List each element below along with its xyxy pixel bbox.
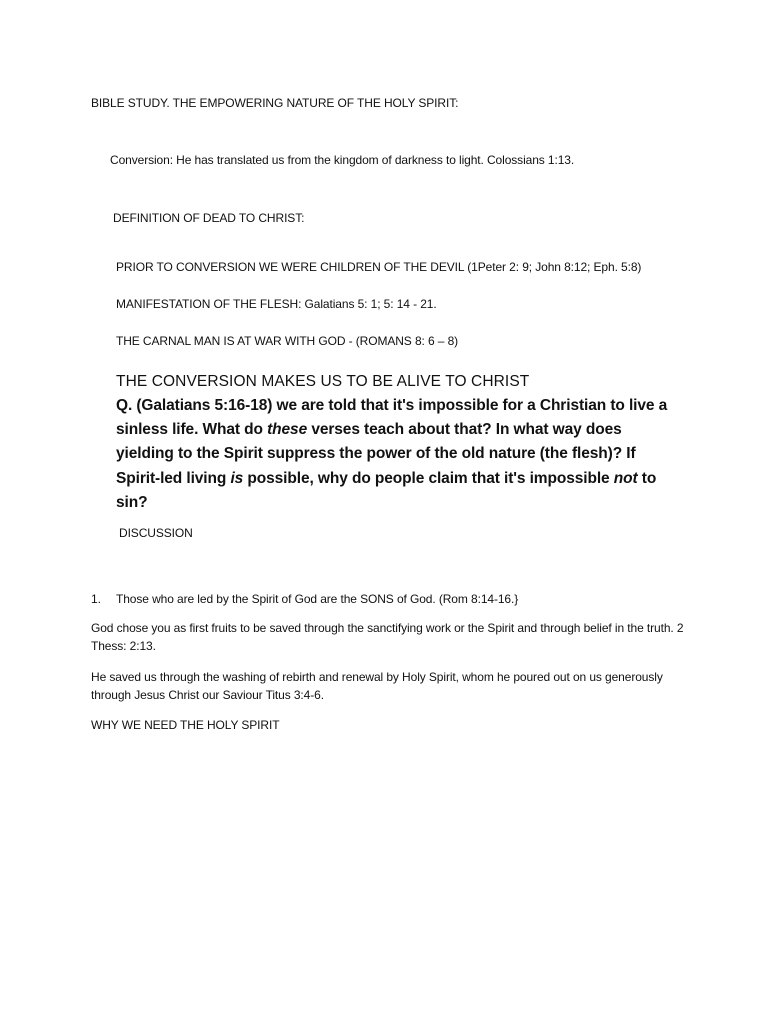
alive-to-christ-heading: THE CONVERSION MAKES US TO BE ALIVE TO CHRIST bbox=[116, 373, 530, 390]
question-emphasis-not: not bbox=[613, 469, 638, 487]
closing-heading: WHY WE NEED THE HOLY SPIRIT bbox=[91, 718, 280, 732]
conversion-line: Conversion: He has translated us from the kingdom of darkness to light. Colossians 1:13. bbox=[110, 153, 575, 167]
question-text-4: to sin? bbox=[116, 469, 657, 511]
point-manifestation-of-flesh: MANIFESTATION OF THE FLESH: Galatians 5: 1; 5: 14 - 21. bbox=[116, 297, 437, 311]
paragraph-washing-of-rebirth: He saved us through the washing of rebirth and renewal by Holy Spirit, whom he poured out on us generously through Jesus Christ our Saviour Titus 3:4-6. bbox=[91, 670, 663, 702]
document-title: BIBLE STUDY. THE EMPOWERING NATURE OF THE HOLY SPIRIT: bbox=[91, 96, 459, 110]
paragraph-first-fruits: God chose you as first fruits to be saved through the sanctifying work or the Spirit and through belief in the truth. 2 Thess: 2:13. bbox=[91, 621, 684, 653]
question-text-1: Q. (Galatians 5:16-18) we are told that it's impossible for a Christian to live a sinless life. What do bbox=[116, 397, 668, 439]
point-children-of-devil: PRIOR TO CONVERSION WE WERE CHILDREN OF THE DEVIL (1Peter 2: 9; John 8:12; Eph. 5:8) bbox=[116, 260, 642, 274]
discussion-label: DISCUSSION bbox=[119, 526, 193, 540]
definition-heading: DEFINITION OF DEAD TO CHRIST: bbox=[113, 211, 305, 225]
list-item-number: 1. bbox=[91, 592, 101, 606]
discussion-question bbox=[116, 394, 676, 515]
question-emphasis-these: these bbox=[267, 421, 308, 439]
point-carnal-man: THE CARNAL MAN IS AT WAR WITH GOD - (ROMANS 8: 6 – 8) bbox=[116, 334, 459, 348]
list-item-text: Those who are led by the Spirit of God are the SONS of God. (Rom 8:14-16.} bbox=[116, 592, 519, 606]
question-text-3: possible, why do people claim that it's impossible bbox=[243, 469, 614, 487]
question-text-2: verses teach about that? In what way does yielding to the Spirit suppress the power of the old nature (the flesh)? If Spirit-led living bbox=[116, 421, 636, 487]
list-item-1 bbox=[91, 590, 518, 608]
question-emphasis-is: is bbox=[230, 469, 244, 487]
